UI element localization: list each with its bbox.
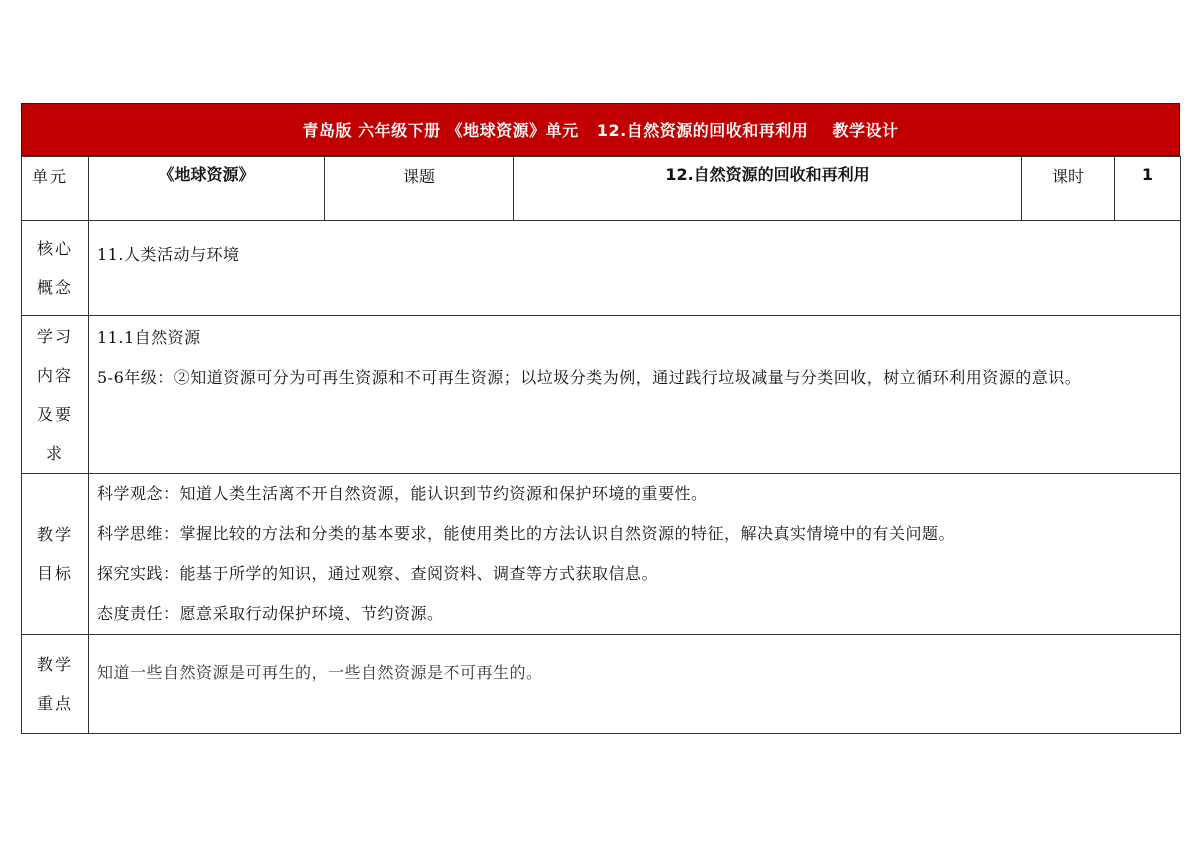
learning-content-row	[22, 316, 1181, 474]
objectives-label: 教学 目标	[22, 474, 89, 635]
topic-value: 12.自然资源的回收和再利用	[514, 157, 1022, 221]
unit-value: 《地球资源》	[89, 157, 325, 221]
core-concept-label: 核心 概念	[22, 221, 89, 316]
lesson-plan-title: 青岛版 六年级下册 《地球资源》单元 12.自然资源的回收和再利用 教学设计	[21, 103, 1180, 156]
topic-label: 课题	[325, 157, 514, 221]
key-points-row	[22, 635, 1181, 734]
period-value: 1	[1115, 157, 1181, 221]
objectives-list	[89, 474, 1181, 635]
objective-item: 态度责任：愿意采取行动保护环境、节约资源。	[97, 604, 444, 623]
lesson-plan-sheet	[21, 103, 1180, 734]
learning-content-text: 11.1自然资源 5-6年级：②知道资源可分为可再生资源和不可再生资源；以垃圾分类为例，通过践行垃圾减量与分类回收，树立循环利用资源的意识。	[89, 316, 1181, 474]
lesson-plan-table	[21, 156, 1181, 734]
core-concept-row	[22, 221, 1181, 316]
key-points-text: 知道一些自然资源是可再生的，一些自然资源是不可再生的。	[89, 635, 1181, 734]
objective-item: 科学观念：知道人类生活离不开自然资源，能认识到节约资源和保护环境的重要性。	[97, 484, 708, 503]
objective-item: 科学思维：掌握比较的方法和分类的基本要求，能使用类比的方法认识自然资源的特征，解决真实情境中的有关问题。	[97, 524, 956, 543]
objective-item: 探究实践：能基于所学的知识，通过观察、查阅资料、调查等方式获取信息。	[97, 564, 659, 583]
key-points-label: 教学 重点	[22, 635, 89, 734]
objectives-row	[22, 474, 1181, 635]
unit-label: 单元	[22, 157, 89, 221]
info-row	[22, 157, 1181, 221]
period-label: 课时	[1022, 157, 1115, 221]
core-concept-text: 11.人类活动与环境	[89, 221, 1181, 316]
learning-content-label: 学习 内容 及要 求	[22, 316, 89, 474]
